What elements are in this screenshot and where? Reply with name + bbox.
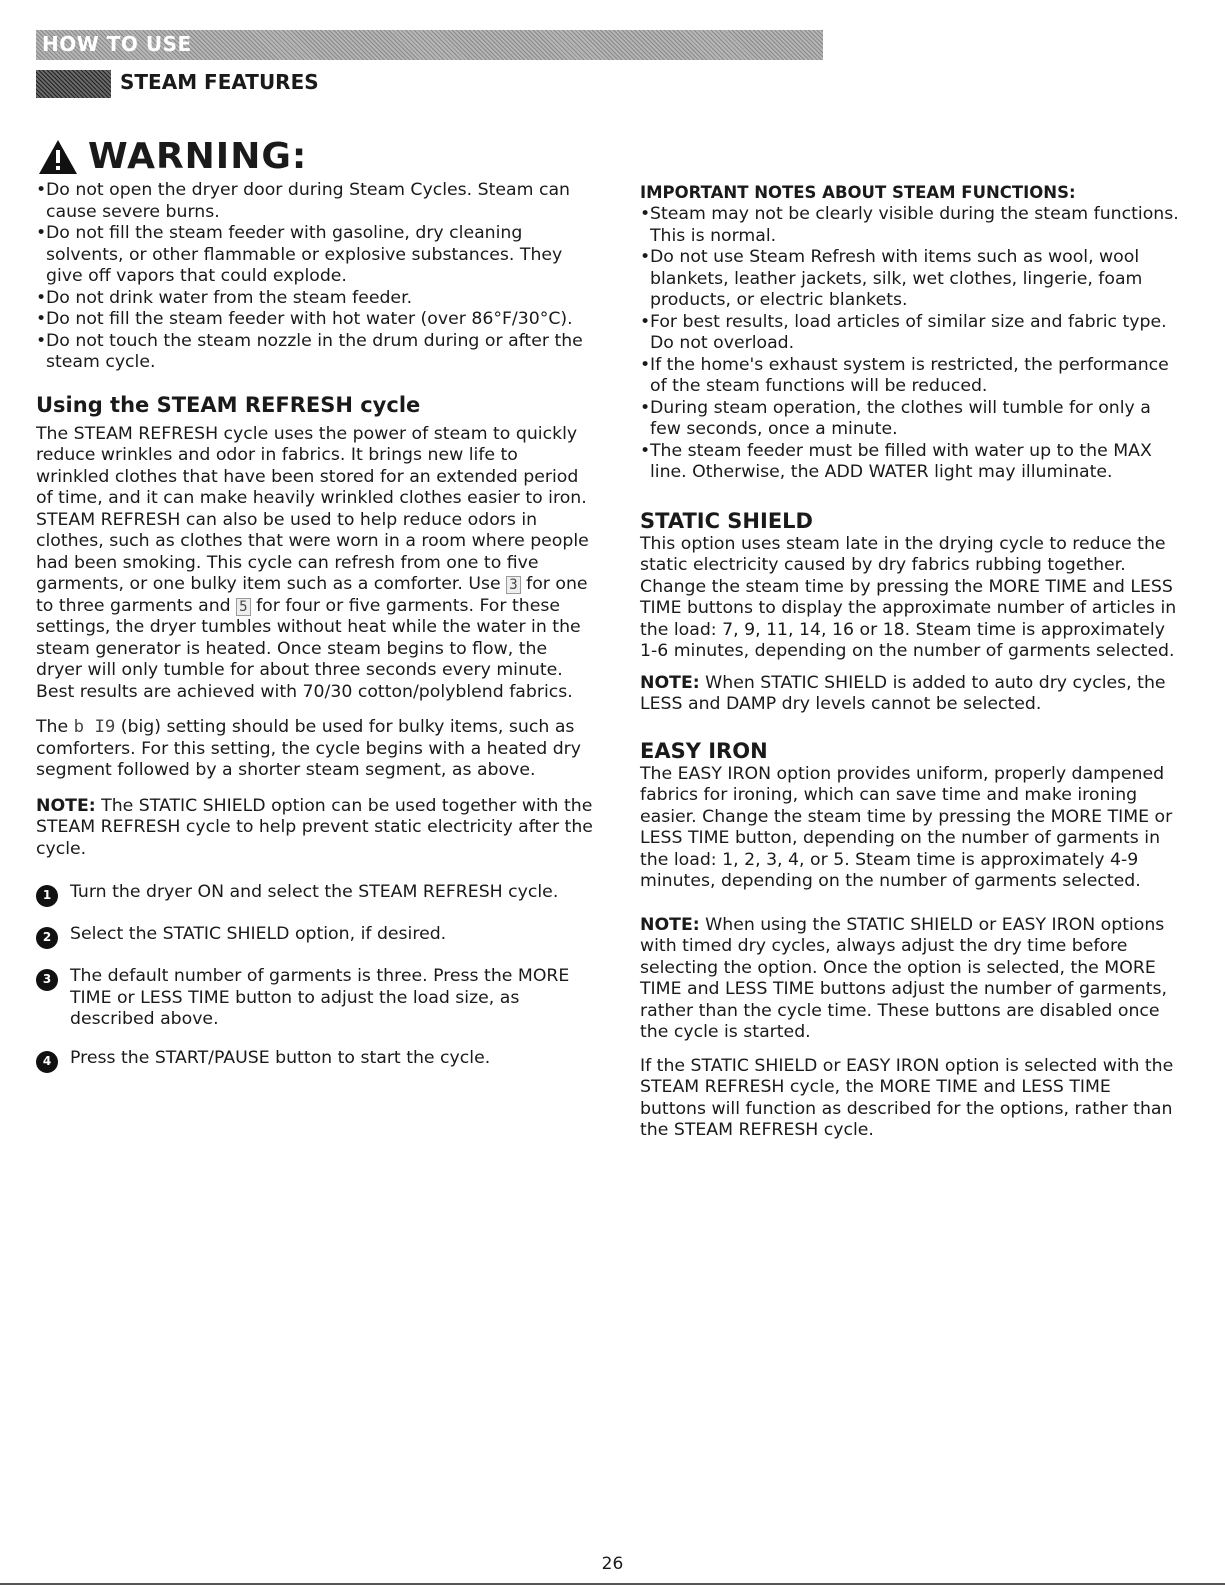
steam-refresh-text-c: for four or five garments. For these settings, the dryer tumbles without heat while the water in the steam generator is heated. Once steam begins to flow, the dryer will only tumble for about three seconds every minute. Best results are achieved with 70/30 cotton/polyblend fabrics. (36, 595, 581, 702)
static-shield-note (640, 673, 1180, 716)
easy-iron-heading: EASY IRON (640, 738, 768, 763)
steam-refresh-note (36, 796, 596, 861)
step-text: Press the START/PAUSE button to start the cycle. (70, 1047, 491, 1068)
left-column (36, 180, 596, 1090)
warning-title: WARNING: (88, 136, 308, 177)
banner-label: HOW TO USE (42, 32, 192, 56)
warning-list (36, 180, 596, 374)
warning-item: • Do not fill the steam feeder with gasoline, dry cleaning solvents, or other flammable or explosive substances. They give off vapors that could explode. (36, 223, 596, 288)
important-note-item: • If the home's exhaust system is restricted, the performance of the steam functions will be reduced. (640, 355, 1180, 398)
page-number: 26 (601, 1554, 624, 1574)
warning-item: • Do not drink water from the steam feeder. (36, 288, 596, 310)
warning-heading (38, 136, 307, 177)
static-shield-paragraph: This option uses steam late in the drying cycle to reduce the static electricity caused by dry fabrics rubbing together. Change the steam time by pressing the MORE TIME and LESS TIME buttons to display the approximate number of articles in the load: 7, 9, 11, 14, 16 or 18. Steam time is approximately 1-6 minutes, depending on the number of garments selected. (640, 533, 1177, 661)
step-item (36, 966, 596, 1031)
warning-item: • Do not fill the steam feeder with hot water (over 86°F/30°C). (36, 309, 596, 331)
step-item (36, 882, 596, 907)
how-to-use-banner (36, 30, 823, 60)
important-notes-heading: IMPORTANT NOTES ABOUT STEAM FUNCTIONS: (640, 183, 1076, 202)
static-shield-heading: STATIC SHIELD (640, 508, 813, 533)
big-setting-paragraph (36, 717, 596, 782)
note-text: When STATIC SHIELD is added to auto dry cycles, the LESS and DAMP dry levels cannot be selected. (640, 672, 1166, 714)
step-text: The default number of garments is three. Press the MORE TIME or LESS TIME button to adjust the load size, as described above. (70, 966, 570, 1029)
important-note-item: • During steam operation, the clothes will tumble for only a few seconds, once a minute. (640, 398, 1180, 441)
step-number-badge: 4 (36, 1051, 58, 1073)
step-text: Turn the dryer ON and select the STEAM REFRESH cycle. (70, 882, 559, 902)
step-number-badge: 3 (36, 969, 58, 991)
step-number-badge: 2 (36, 927, 58, 949)
note-text: The STATIC SHIELD option can be used together with the STEAM REFRESH cycle to help prevent static electricity after the cycle. (36, 795, 593, 859)
warning-item: • Do not open the dryer door during Steam Cycles. Steam can cause severe burns. (36, 180, 596, 223)
easy-iron-note (640, 915, 1180, 1044)
note-label: NOTE: (640, 914, 700, 935)
big-text-a: The (36, 717, 69, 737)
important-note-item: • Do not use Steam Refresh with items such as wool, wool blankets, leather jackets, silk, wet clothes, lingerie, foam products, or electric blankets. (640, 247, 1180, 312)
easy-iron-paragraph: The EASY IRON option provides uniform, properly dampened fabrics for ironing, which can save time and make ironing easier. Change the steam time by pressing the MORE TIME or LESS TIME button, depending on the number of garments in the load: 1, 2, 3, 4, or 5. Steam time is approximately 4-9 minutes, depending on the number of garments selected. (640, 763, 1173, 891)
display-big-icon: b I9 (73, 717, 116, 737)
steam-refresh-heading: Using the STEAM REFRESH cycle (36, 392, 421, 417)
important-note-item: • For best results, load articles of similar size and fabric type. Do not overload. (640, 312, 1180, 355)
display-3-icon: 3 (506, 576, 520, 594)
important-note-item: • Steam may not be clearly visible during the steam functions. This is normal. (640, 204, 1180, 247)
warning-triangle-icon (38, 139, 78, 175)
important-notes-list (640, 204, 1180, 484)
step-number-badge: 1 (36, 885, 58, 907)
steam-refresh-paragraph (36, 424, 596, 704)
display-5-icon: 5 (236, 598, 250, 616)
note-label: NOTE: (36, 795, 96, 816)
right-column (640, 180, 1180, 1142)
step-item (36, 1048, 596, 1073)
step-text: Select the STATIC SHIELD option, if desired. (70, 924, 447, 944)
warning-item: • Do not touch the steam nozzle in the drum during or after the steam cycle. (36, 331, 596, 374)
easy-iron-paragraph-2: If the STATIC SHIELD or EASY IRON option is selected with the STEAM REFRESH cycle, the MORE TIME and LESS TIME buttons will function as described for the options, rather than the STEAM REFRESH cycle. (640, 1055, 1174, 1140)
steam-refresh-steps (36, 882, 596, 1073)
important-note-item: • The steam feeder must be filled with water up to the MAX line. Otherwise, the ADD WATER light may illuminate. (640, 441, 1180, 484)
section-marker (36, 70, 111, 98)
steam-refresh-text-b: for one to three garments and (36, 574, 588, 616)
step-item (36, 924, 596, 949)
note-label: NOTE: (640, 672, 700, 693)
section-title: STEAM FEATURES (120, 70, 319, 94)
big-text-b: (big) setting should be used for bulky items, such as comforters. For this setting, the cycle begins with a heated dry segment followed by a shorter steam segment, as above. (36, 717, 582, 780)
steam-refresh-text-a: The STEAM REFRESH cycle uses the power of steam to quickly reduce wrinkles and odor in fabrics. It brings new life to wrinkled clothes that have been stored for an extended period of time, and it can make heavily wrinkled clothes easier to iron. STEAM REFRESH can also be used to help reduce odors in clothes, such as clothes that were worn in a room where people had been smoking. This cycle can refresh from one to five garments, or one bulky item such as a comforter. Use (36, 423, 589, 594)
note-text: When using the STATIC SHIELD or EASY IRON options with timed dry cycles, always adjust the dry time before selecting the option. Once the option is selected, the MORE TIME and LESS TIME buttons adjust the number of garments, rather than the cycle time. These buttons are disabled once the cycle is started. (640, 914, 1168, 1042)
